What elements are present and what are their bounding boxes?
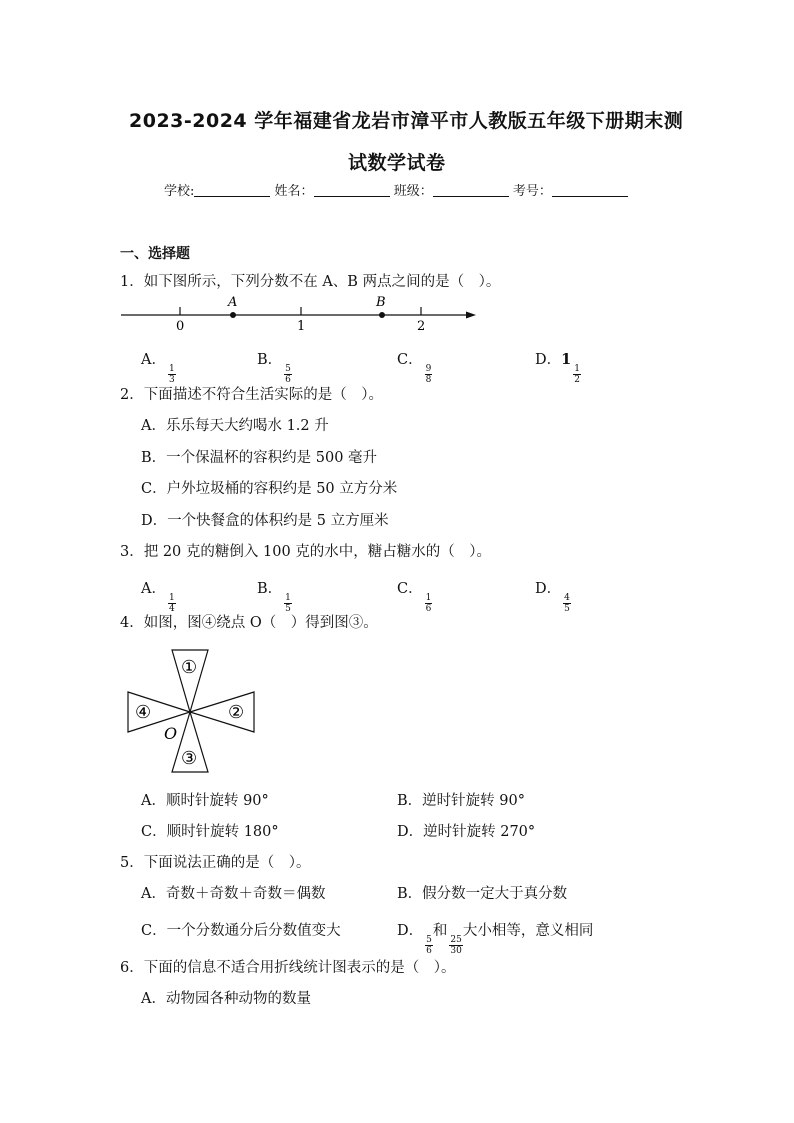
q5-option-c[interactable]: C．一个分数通分后分数值变大 [141, 923, 341, 939]
tick-label-1: 1 [297, 319, 306, 332]
shape-label-2: ② [228, 702, 245, 723]
q6-stem: 6．下面的信息不适合用折线统计图表示的是（ ）。 [120, 960, 456, 976]
center-o-label: O [164, 724, 178, 743]
point-b-label: B [376, 295, 386, 310]
q2-option-b[interactable]: B．一个保温杯的容积约是 500 毫升 [141, 450, 378, 466]
shape-label-4: ④ [135, 702, 152, 723]
name-label: 姓名： [274, 184, 314, 199]
q4-stem: 4．如图，图④绕点 O（ ）得到图③。 [120, 615, 378, 631]
q4-option-b[interactable]: B．逆时针旋转 90° [397, 793, 525, 809]
point-a-label: A [228, 295, 238, 310]
q3-option-c[interactable]: C． $\frac{1}{6}$ [397, 581, 432, 614]
q1-option-b[interactable]: B． $\frac{5}{6}$ [257, 352, 291, 385]
exam-number-blank[interactable] [552, 184, 628, 197]
q5-option-a[interactable]: A．奇数＋奇数＋奇数＝偶数 [141, 886, 326, 902]
q1-option-c[interactable]: C． $\frac{9}{8}$ [397, 352, 432, 385]
q4-option-a[interactable]: A．顺时针旋转 90° [141, 793, 269, 809]
q2-option-a[interactable]: A．乐乐每天大约喝水 1.2 升 [141, 418, 329, 434]
q2-option-c[interactable]: C．户外垃圾桶的容积约是 50 立方分米 [141, 481, 398, 497]
shape-label-1: ① [181, 657, 198, 678]
exam-number-label: 考号： [512, 184, 552, 199]
q5-stem: 5．下面说法正确的是（ ）。 [120, 855, 311, 871]
point-a-dot [230, 312, 236, 318]
school-blank[interactable] [194, 184, 270, 197]
shape-2 [190, 692, 254, 732]
q3-option-b[interactable]: B． $\frac{1}{5}$ [257, 581, 291, 614]
page-title-line2: 试数学试卷 [348, 152, 446, 174]
q4-option-c[interactable]: C．顺时针旋转 180° [141, 824, 279, 840]
class-blank[interactable] [433, 184, 509, 197]
tick-label-2: 2 [417, 319, 426, 332]
tick-label-0: 0 [176, 319, 185, 332]
school-label: 学校: [164, 184, 195, 199]
q1-number-line [118, 292, 480, 332]
q5-option-d[interactable]: D． $\frac{5}{6}$ 和 $\frac{25}{30}$ 大小相等，意义相同 [397, 923, 594, 956]
student-info-row [164, 180, 628, 199]
q4-option-d[interactable]: D．逆时针旋转 270° [397, 824, 536, 840]
section-title: 一、选择题 [120, 246, 190, 262]
q3-option-d[interactable]: D． $\frac{4}{5}$ [535, 581, 570, 614]
q6-option-a[interactable]: A．动物园各种动物的数量 [141, 991, 311, 1007]
q2-option-d[interactable]: D．一个快餐盒的体积约是 5 立方厘米 [141, 513, 389, 529]
q1-option-d[interactable]: D．1 $\frac{1}{2}$ [535, 351, 580, 385]
q5-option-b[interactable]: B．假分数一定大于真分数 [397, 886, 568, 902]
q2-stem: 2．下面描述不符合生活实际的是（ ）。 [120, 387, 383, 403]
point-b-dot [379, 312, 385, 318]
page-title-line1: 2023-2024 学年福建省龙岩市漳平市人教版五年级下册期末测 [129, 110, 684, 132]
q1-option-a[interactable]: A． $\frac{1}{3}$ [141, 352, 175, 385]
q3-option-a[interactable]: A． $\frac{1}{4}$ [141, 581, 175, 614]
q4-rotation-figure [124, 646, 264, 776]
q3-stem: 3．把 20 克的糖倒入 100 克的水中，糖占糖水的（ ）。 [120, 544, 492, 560]
class-label: 班级： [393, 184, 433, 199]
shape-label-3: ③ [181, 748, 198, 769]
name-blank[interactable] [314, 184, 390, 197]
q1-stem: 1．如下图所示，下列分数不在 A、B 两点之间的是（ ）。 [120, 274, 501, 290]
